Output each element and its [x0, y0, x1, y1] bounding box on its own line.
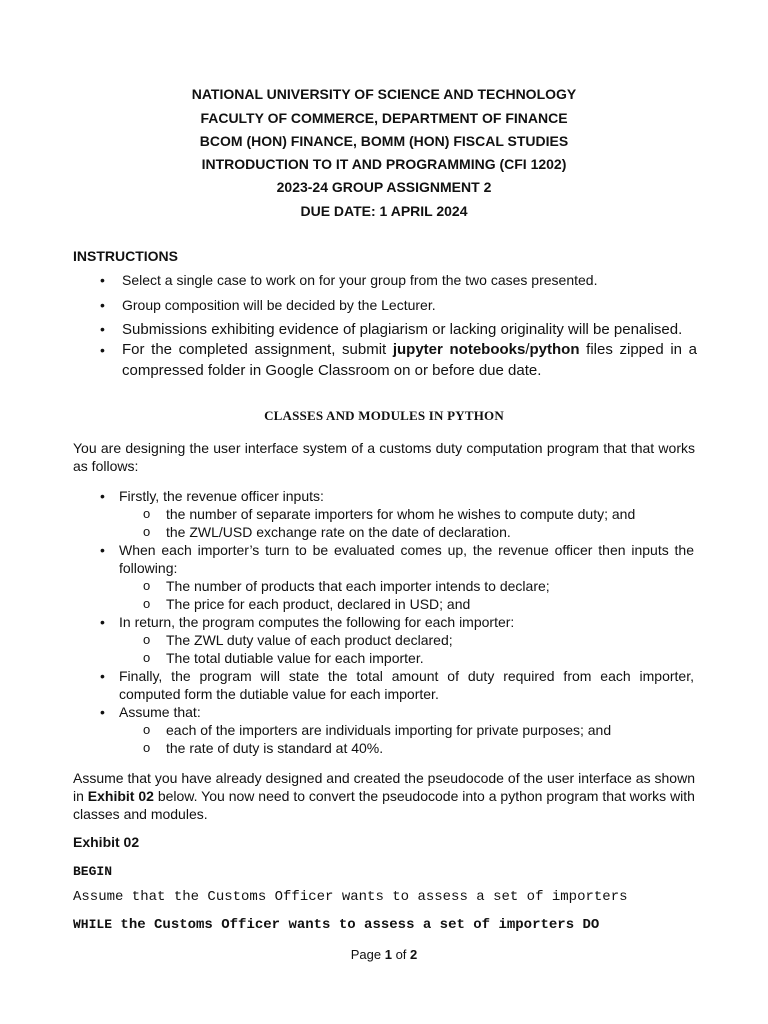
sub-bullet-icon: o: [143, 524, 151, 539]
sub-bullet-icon: o: [143, 740, 151, 755]
bullet-icon: •: [100, 488, 105, 504]
step-subitem: The number of products that each importer intends to declare;: [166, 578, 550, 594]
code-line-comment: Assume that the Customs Officer wants to assess a set of importers: [73, 889, 628, 905]
header-line-course: INTRODUCTION TO IT AND PROGRAMMING (CFI 1202): [201, 156, 567, 172]
instruction-text: /: [525, 341, 530, 358]
bullet-icon: •: [100, 321, 105, 337]
sub-bullet-icon: o: [143, 596, 151, 611]
instruction-item: [122, 339, 697, 381]
instruction-text: For the completed assignment, submit: [122, 341, 393, 358]
bullet-icon: •: [100, 668, 105, 684]
instruction-item: Select a single case to work on for your group from the two cases presented.: [122, 272, 598, 288]
bullet-icon: •: [100, 297, 105, 313]
footer-text: Page: [350, 947, 385, 962]
instruction-item: Group composition will be decided by the Lecturer.: [122, 297, 436, 313]
step-item: Assume that:: [119, 704, 201, 720]
step-item: When each importer’s turn to be evaluated comes up, the revenue officer then inputs the following:: [119, 542, 694, 576]
step-subitem: each of the importers are individuals importing for private purposes; and: [166, 722, 612, 738]
header-line-faculty: FACULTY OF COMMERCE, DEPARTMENT OF FINANCE: [200, 110, 568, 126]
step-item: Finally, the program will state the total amount of duty required from each importer, computed form the dutiable value for each importer.: [119, 668, 694, 702]
instruction-emphasis: python: [529, 341, 580, 358]
sub-bullet-icon: o: [143, 506, 151, 521]
instruction-item: Submissions exhibiting evidence of plagiarism or lacking originality will be penalised.: [122, 321, 683, 338]
sub-bullet-icon: o: [143, 650, 151, 665]
header-line-assignment: 2023-24 GROUP ASSIGNMENT 2: [276, 179, 492, 195]
bullet-icon: •: [100, 614, 105, 630]
bullet-icon: •: [100, 704, 105, 720]
step-item: In return, the program computes the following for each importer:: [119, 614, 515, 630]
exhibit-reference: Exhibit 02: [87, 788, 154, 804]
total-pages: 2: [410, 947, 418, 962]
step-subitem: The price for each product, declared in USD; and: [166, 596, 471, 612]
assume-paragraph: [73, 769, 695, 823]
current-page: 1: [384, 947, 392, 962]
instruction-emphasis: jupyter notebooks: [392, 341, 526, 358]
instruction-text: files zipped in a compressed folder in Google Classroom on or before due date.: [122, 341, 697, 379]
exhibit-title: Exhibit 02: [73, 834, 140, 850]
code-keyword: DO: [582, 917, 600, 933]
bullet-icon: •: [100, 342, 105, 358]
sub-bullet-icon: o: [143, 632, 151, 647]
step-item: Firstly, the revenue officer inputs:: [119, 488, 324, 504]
sub-bullet-icon: o: [143, 722, 151, 737]
bullet-icon: •: [100, 272, 105, 288]
intro-paragraph: You are designing the user interface system of a customs duty computation program that that works as follows:: [73, 440, 695, 474]
step-subitem: the ZWL/USD exchange rate on the date of declaration.: [166, 524, 511, 540]
code-text: the Customs Officer wants to assess a set of importers: [112, 917, 583, 933]
step-subitem: the number of separate importers for whom he wishes to compute duty; and: [166, 506, 636, 522]
assume-text: Assume that you have already designed and created the pseudocode of the user interface as shown in: [73, 770, 695, 804]
section-title: CLASSES AND MODULES IN PYTHON: [264, 408, 504, 423]
step-subitem: the rate of duty is standard at 40%.: [166, 740, 384, 756]
code-line-while: [73, 917, 599, 933]
step-subitem: The total dutiable value for each importer.: [166, 650, 424, 666]
step-subitem: The ZWL duty value of each product declared;: [166, 632, 453, 648]
sub-bullet-icon: o: [143, 578, 151, 593]
page-footer: [0, 947, 768, 962]
header-line-due-date: DUE DATE: 1 APRIL 2024: [300, 203, 468, 219]
instructions-heading: INSTRUCTIONS: [73, 248, 178, 264]
header-line-university: NATIONAL UNIVERSITY OF SCIENCE AND TECHNOLOGY: [191, 86, 577, 102]
code-keyword: WHILE: [73, 917, 113, 932]
bullet-icon: •: [100, 542, 105, 558]
code-line-begin: BEGIN: [73, 864, 113, 879]
footer-text: of: [391, 947, 411, 962]
header-line-programme: BCOM (HON) FINANCE, BOMM (HON) FISCAL STUDIES: [199, 133, 569, 149]
assume-text: below. You now need to convert the pseudocode into a python program that works with classes and modules.: [73, 788, 695, 822]
